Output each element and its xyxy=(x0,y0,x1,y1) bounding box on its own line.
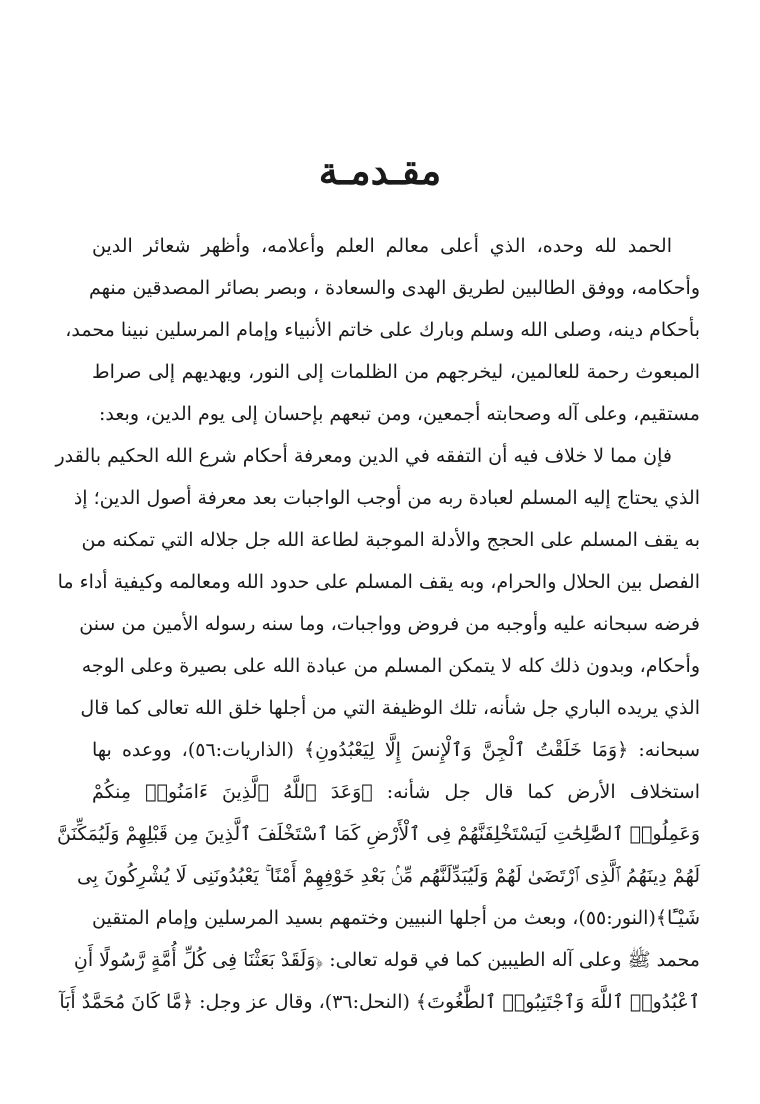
body-text xyxy=(55,225,700,1023)
text-line: وأحكام، وبدون ذلك كله لا يتمكن المسلم من عبادة الله على بصيرة وعلى الوجه xyxy=(81,655,700,677)
text-line: فرضه سبحانه عليه وأوجبه من فروض وواجبات، وما سنه رسوله الأمين من سنن xyxy=(79,613,700,635)
text-line: المبعوث رحمة للعالمين، ليخرجهم من الظلمات إلى النور، ويهديهم إلى صراط xyxy=(92,361,700,383)
text-line: الحمد لله وحده، الذي أعلى معالم العلم وأعلامه، وأظهر شعائر الدين xyxy=(92,235,672,257)
text-line: الذي يريده الباري جل شأنه، تلك الوظيفة التي من أجلها خلق الله تعالى كما قال xyxy=(80,697,700,719)
text-line: استخلاف الأرض كما قال جل شأنه: ﴿وَعَدَ ٱللَّهُ ٱلَّذِينَ ءَامَنُوا۟ مِنكُمْ xyxy=(92,781,700,803)
text-line: فإن مما لا خلاف فيه أن التفقه في الدين ومعرفة أحكام شرع الله الحكيم بالقدر xyxy=(55,445,672,467)
text-line: مستقيم، وعلى آله وصحابته أجمعين، ومن تبعهم بإحسان إلى يوم الدين، وبعد: xyxy=(98,403,700,425)
text-line: سبحانه: ﴿وَمَا خَلَقْتُ ٱلْجِنَّ وَٱلْإِنسَ إِلَّا لِيَعْبُدُونِ﴾ (الذاريات:٥٦)، ووعده بها xyxy=(92,739,700,761)
text-line: وأحكامه، ووفق الطالبين لطريق الهدى والسعادة ، وبصر بصائر المصدقين منهم xyxy=(88,277,700,299)
text-line: ٱعْبُدُوا۟ ٱللَّهَ وَٱجْتَنِبُوا۟ ٱلطَّٰغُوتَ﴾ (النحل:٣٦)، وقال عز وجل: ﴿مَّا كَانَ مُحَمَّدٌ أَبَآ xyxy=(59,991,700,1013)
page-title: مقـدمـة xyxy=(318,148,442,193)
text-line: شَيْـًٔا﴾(النور:٥٥)، وبعث من أجلها النبيين وختمهم بسيد المرسلين وإمام المتقين xyxy=(92,907,700,929)
text-line: لَهُمْ دِينَهُمُ ٱلَّذِى ٱرْتَضَىٰ لَهُمْ وَلَيُبَدِّلَنَّهُم مِّنۢ بَعْدِ خَوْفِهِمْ أَمْنًا ۚ يَعْبُدُونَنِى لَا يُشْرِكُونَ بِى xyxy=(76,865,700,887)
text-line: وَعَمِلُوا۟ ٱلصَّٰلِحَٰتِ لَيَسْتَخْلِفَنَّهُمْ فِى ٱلْأَرْضِ كَمَا ٱسْتَخْلَفَ ٱلَّذِينَ مِن قَبْلِهِمْ وَلَيُمَكِّنَنَّ xyxy=(57,823,700,845)
text-line: بأحكام دينه، وصلى الله وسلم وبارك على خاتم الأنبياء وإمام المرسلين نبينا محمد، xyxy=(65,319,700,341)
text-line: محمد ﷺ وعلى آله الطيبين كما في قوله تعالى: ﴿وَلَقَدْ بَعَثْنَا فِى كُلِّ أُمَّةٍ رَّسُولًا أَنِ xyxy=(73,949,700,971)
text-line: به يقف المسلم على الحجج والأدلة الموجبة لطاعة الله جل جلاله التي تمكنه من xyxy=(81,529,700,551)
text-line: الذي يحتاج إليه المسلم لعبادة ربه من أوجب الواجبات بعد معرفة أصول الدين؛ إذ xyxy=(73,487,700,509)
text-line: الفصل بين الحلال والحرام، وبه يقف المسلم على حدود الله ومعالمه وكيفية أداء ما xyxy=(57,571,700,593)
